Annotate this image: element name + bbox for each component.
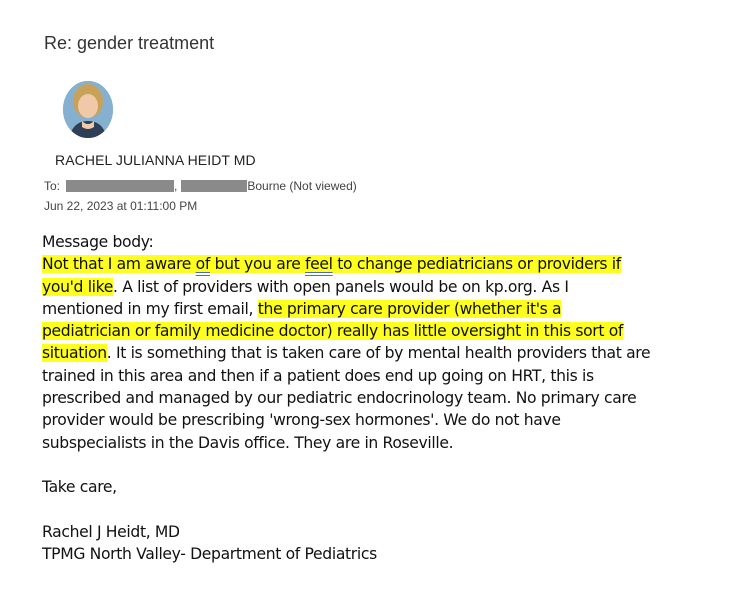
message-text: . A list of providers with open panels would be on kp.org. As I mentioned in my first email, — [42, 277, 569, 318]
grammar-flag-word: feel — [305, 255, 333, 274]
grammar-flag-word: of — [195, 255, 210, 274]
recipients-line — [44, 179, 357, 193]
message-text: . It is something that is taken care of by mental health providers that are trained in this area and then if a patient does end up going on HRT, this is prescribed and managed by our pediatric endocrinology team. No primary care provider would be prescribing 'wrong-sex hormones'. We do not have subspecialists in the Davis office. They are in Roseville. — [42, 344, 651, 452]
message-text: Not that I am aware — [42, 255, 196, 274]
email-subject: Re: gender treatment — [44, 33, 215, 53]
signature-name: Rachel J Heidt, MD — [42, 522, 180, 541]
highlight: the primary care provider (whether it's a pediatrician or family medicine doctor) really has little oversight in this sort of situation — [42, 299, 624, 363]
avatar-photo — [63, 81, 113, 138]
to-label: To: — [44, 179, 61, 193]
message-body — [42, 231, 652, 565]
closing: Take care, — [42, 478, 117, 497]
recipient-visible: Bourne (Not viewed) — [247, 179, 357, 193]
message-paragraph — [42, 253, 652, 454]
redacted-recipient — [181, 180, 247, 192]
sent-date: Jun 22, 2023 at 01:11:00 PM — [44, 199, 198, 213]
message-text: to change pediatricians or providers if you'd like — [42, 255, 621, 296]
recipient-separator: , — [174, 179, 178, 193]
redacted-recipient — [66, 180, 174, 192]
sender-avatar — [63, 81, 113, 138]
sender-name: RACHEL JULIANNA HEIDT MD — [55, 152, 256, 168]
message-body-label: Message body: — [42, 233, 154, 251]
message-text: but you are — [210, 255, 306, 274]
signature-department: TPMG North Valley- Department of Pediatrics — [42, 545, 377, 564]
